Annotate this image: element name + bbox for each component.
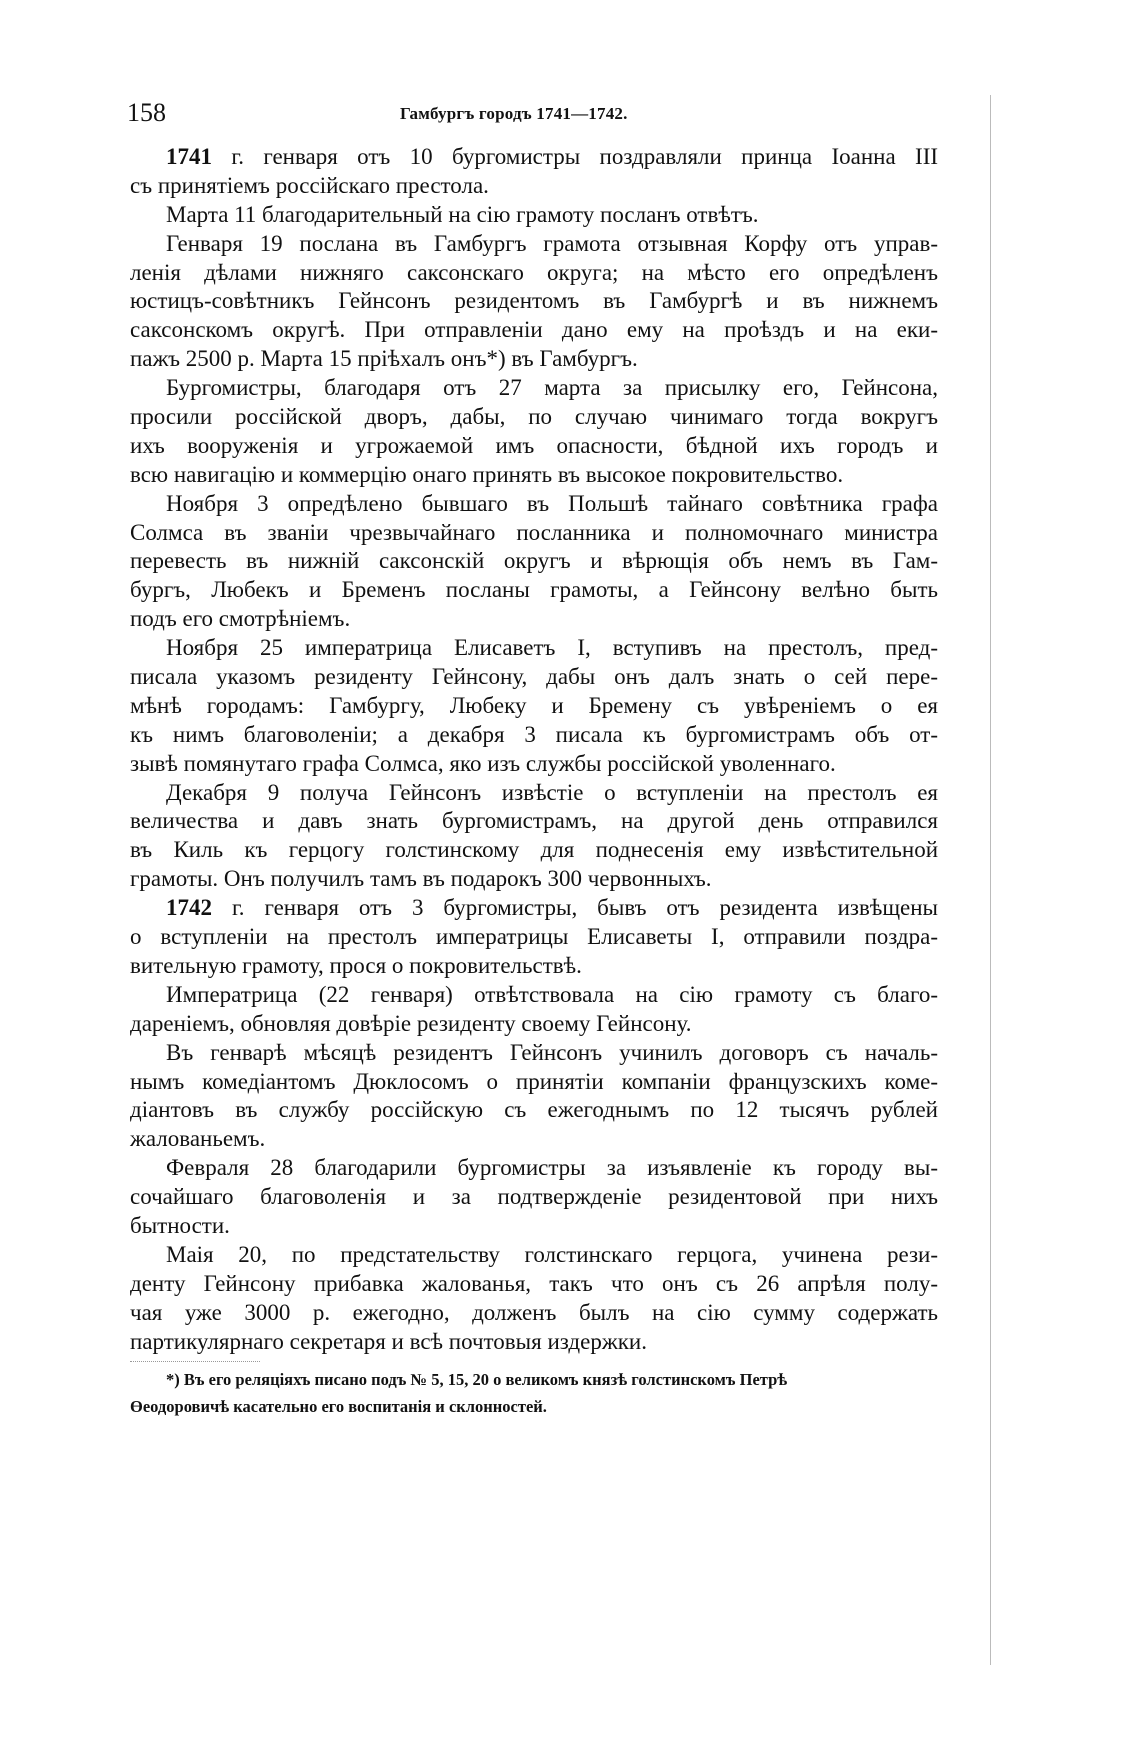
line-text: Императрица (22 генваря) отвѣтствовала на сію грамоту съ благо- <box>166 981 938 1007</box>
line-text: нымъ комедіантомъ Дюклосомъ о принятіи компаніи французскихъ коме- <box>130 1068 938 1094</box>
text-line <box>130 547 938 576</box>
text-line <box>130 403 938 432</box>
text-line <box>130 663 938 692</box>
text-line <box>130 1010 938 1039</box>
paragraph <box>130 634 938 778</box>
paragraph <box>130 779 938 895</box>
line-text: вительную грамоту, прося о покровительствѣ. <box>130 952 582 978</box>
line-text: ленія дѣлами нижняго саксонскаго округа; на мѣсто его опредѣленъ <box>130 259 938 285</box>
line-text: съ принятіемъ россійскаго престола. <box>130 172 489 198</box>
footnote-separator <box>130 1361 260 1362</box>
text-line <box>130 1328 938 1357</box>
text-line <box>130 865 938 894</box>
line-text: пажъ 2500 р. Марта 15 пріѣхалъ онъ*) въ Гамбургъ. <box>130 346 638 372</box>
line-text: перевесть въ нижній саксонскій округъ и вѣрющія объ немъ въ Гам- <box>130 548 938 574</box>
line-text: Февраля 28 благодарили бургомистры за изъявленіе къ городу вы- <box>166 1155 938 1181</box>
line-text: къ нимъ благоволеніи; а декабря 3 писала къ бургомистрамъ объ от- <box>130 721 938 747</box>
text-line <box>130 923 938 952</box>
paragraph <box>130 143 938 201</box>
text-line <box>130 1068 938 1097</box>
paragraph <box>130 1154 938 1241</box>
text-line <box>130 836 938 865</box>
text-line <box>130 605 938 634</box>
line-text: всю навигацію и коммерцію онаго принять въ высокое покровительство. <box>130 461 844 487</box>
line-text: Ноября 25 императрица Елисаветъ I, вступивъ на престолъ, пред- <box>166 635 938 661</box>
line-text: юстицъ-совѣтникъ Гейнсонъ резидентомъ въ Гамбургѣ и въ нижнемъ <box>130 288 938 314</box>
line-text: Маія 20, по предстательству голстинскаго герцога, учинена рези- <box>166 1241 938 1267</box>
line-text: подъ его смотрѣніемъ. <box>130 606 351 632</box>
paragraph <box>130 1241 938 1357</box>
line-text: дареніемъ, обновляя довѣріе резиденту своему Гейнсону. <box>130 1010 692 1036</box>
line-text: саксонскомъ округѣ. При отправленіи дано ему на проѣздъ и на еки- <box>130 317 938 343</box>
text-line <box>130 172 938 201</box>
running-title: Гамбургъ городъ 1741—1742. <box>400 104 628 123</box>
paragraph <box>130 1039 938 1155</box>
text-line <box>130 952 938 981</box>
text-line <box>130 1299 938 1328</box>
text-line <box>130 1125 938 1154</box>
text-line <box>130 1270 938 1299</box>
line-text: Ноября 3 опредѣлено бывшаго въ Польшѣ тайнаго совѣтника графа <box>166 490 938 516</box>
text-line <box>130 461 938 490</box>
text-line <box>130 576 938 605</box>
paragraph <box>130 230 938 374</box>
main-text <box>130 143 938 1356</box>
line-text: Солмса въ званіи чрезвычайнаго посланника и полномочнаго министра <box>130 519 938 545</box>
line-text: сочайшаго благоволенія и за подтвержденіе резидентовой при нихъ <box>130 1184 938 1210</box>
text-line <box>130 230 938 259</box>
line-text: Генваря 19 послана въ Гамбургъ грамота отзывная Корфу отъ управ- <box>166 230 938 256</box>
text-line <box>130 1212 938 1241</box>
text-line <box>130 1154 938 1183</box>
text-line <box>130 316 938 345</box>
line-text: мѣнѣ городамъ: Гамбургу, Любеку и Бремену съ увѣреніемъ о ея <box>130 692 938 718</box>
text-line <box>130 721 938 750</box>
line-text: бытности. <box>130 1212 230 1238</box>
scan-edge-line <box>990 95 991 1665</box>
line-text: зывѣ помянутаго графа Солмса, яко изъ службы россійской уволеннаго. <box>130 750 836 776</box>
text-line <box>130 1039 938 1068</box>
line-text: г. генваря отъ 10 бургомистры поздравляли принца Іоанна III <box>231 144 939 169</box>
text-line <box>130 432 938 461</box>
line-text: бургъ, Любекъ и Бременъ посланы грамоты, а Гейнсону велѣно быть <box>130 577 938 603</box>
footnote-line: Өеодоровичѣ касательно его воспитанія и склонностей. <box>130 1397 547 1416</box>
line-text: денту Гейнсону прибавка жалованья, такъ что онъ съ 26 апрѣля полу- <box>130 1270 938 1296</box>
text-line <box>130 1241 938 1270</box>
text-line <box>130 692 938 721</box>
text-line <box>130 490 938 519</box>
line-text: жалованьемъ. <box>130 1126 266 1152</box>
paragraph <box>130 894 938 981</box>
paragraph <box>130 490 938 634</box>
text-line <box>130 894 938 923</box>
line-text: просили россійской дворъ, дабы, по случаю чинимаго тогда вокругъ <box>130 404 938 430</box>
year-lead: 1742 <box>166 895 212 921</box>
text-line <box>130 1183 938 1212</box>
text-line <box>130 779 938 808</box>
text-line <box>130 287 938 316</box>
line-text: о вступленіи на престолъ императрицы Елисаветы I, отправили поздра- <box>130 924 938 950</box>
line-text: г. генваря отъ 3 бургомистры, бывъ отъ резидента извѣщены <box>231 895 939 921</box>
text-line <box>130 345 938 374</box>
line-text: въ Киль къ герцогу голстинскому для поднесенія ему извѣстительной <box>130 837 938 863</box>
text-line <box>130 981 938 1010</box>
paragraph <box>130 981 938 1039</box>
line-text: Марта 11 благодарительный на сію грамоту посланъ отвѣтъ. <box>166 201 759 227</box>
text-line <box>130 807 938 836</box>
text-line <box>130 374 938 403</box>
line-text: діантовъ въ службу россійскую съ ежегоднымъ по 12 тысячъ рублей <box>130 1097 938 1123</box>
text-line <box>130 201 938 230</box>
text-line <box>130 750 938 779</box>
footnote-line: *) Въ его реляціяхъ писано подъ № 5, 15, 20 о великомъ князѣ голстинскомъ Петрѣ <box>166 1370 788 1389</box>
line-text: ихъ вооруженія и угрожаемой имъ опасности, бѣдной ихъ городъ и <box>130 432 938 458</box>
line-text: писала указомъ резиденту Гейнсону, дабы онъ далъ знать о сей пере- <box>130 664 938 690</box>
line-text: Въ генварѣ мѣсяцѣ резидентъ Гейнсонъ учинилъ договоръ съ началь- <box>166 1039 938 1065</box>
footnote <box>130 1366 938 1420</box>
paragraph <box>130 374 938 490</box>
line-text: грамоты. Онъ получилъ тамъ въ подарокъ 300 червонныхъ. <box>130 866 712 892</box>
text-line <box>130 143 938 172</box>
text-line <box>130 259 938 288</box>
line-text: Бургомистры, благодаря отъ 27 марта за присылку его, Гейнсона, <box>166 375 938 401</box>
line-text: Декабря 9 получа Гейнсонъ извѣстіе о вступленіи на престолъ ея <box>166 779 938 805</box>
text-line <box>130 519 938 548</box>
year-lead: 1741 <box>166 144 212 169</box>
text-line <box>130 634 938 663</box>
text-line <box>130 1096 938 1125</box>
paragraph <box>130 201 938 230</box>
line-text: величества и давъ знать бургомистрамъ, на другой день отправился <box>130 808 938 834</box>
line-text: чая уже 3000 р. ежегодно, долженъ былъ на сію сумму содержать <box>130 1299 938 1325</box>
line-text: партикулярнаго секретаря и всѣ почтовыя издержки. <box>130 1328 647 1354</box>
page-number: 158 <box>127 98 166 127</box>
